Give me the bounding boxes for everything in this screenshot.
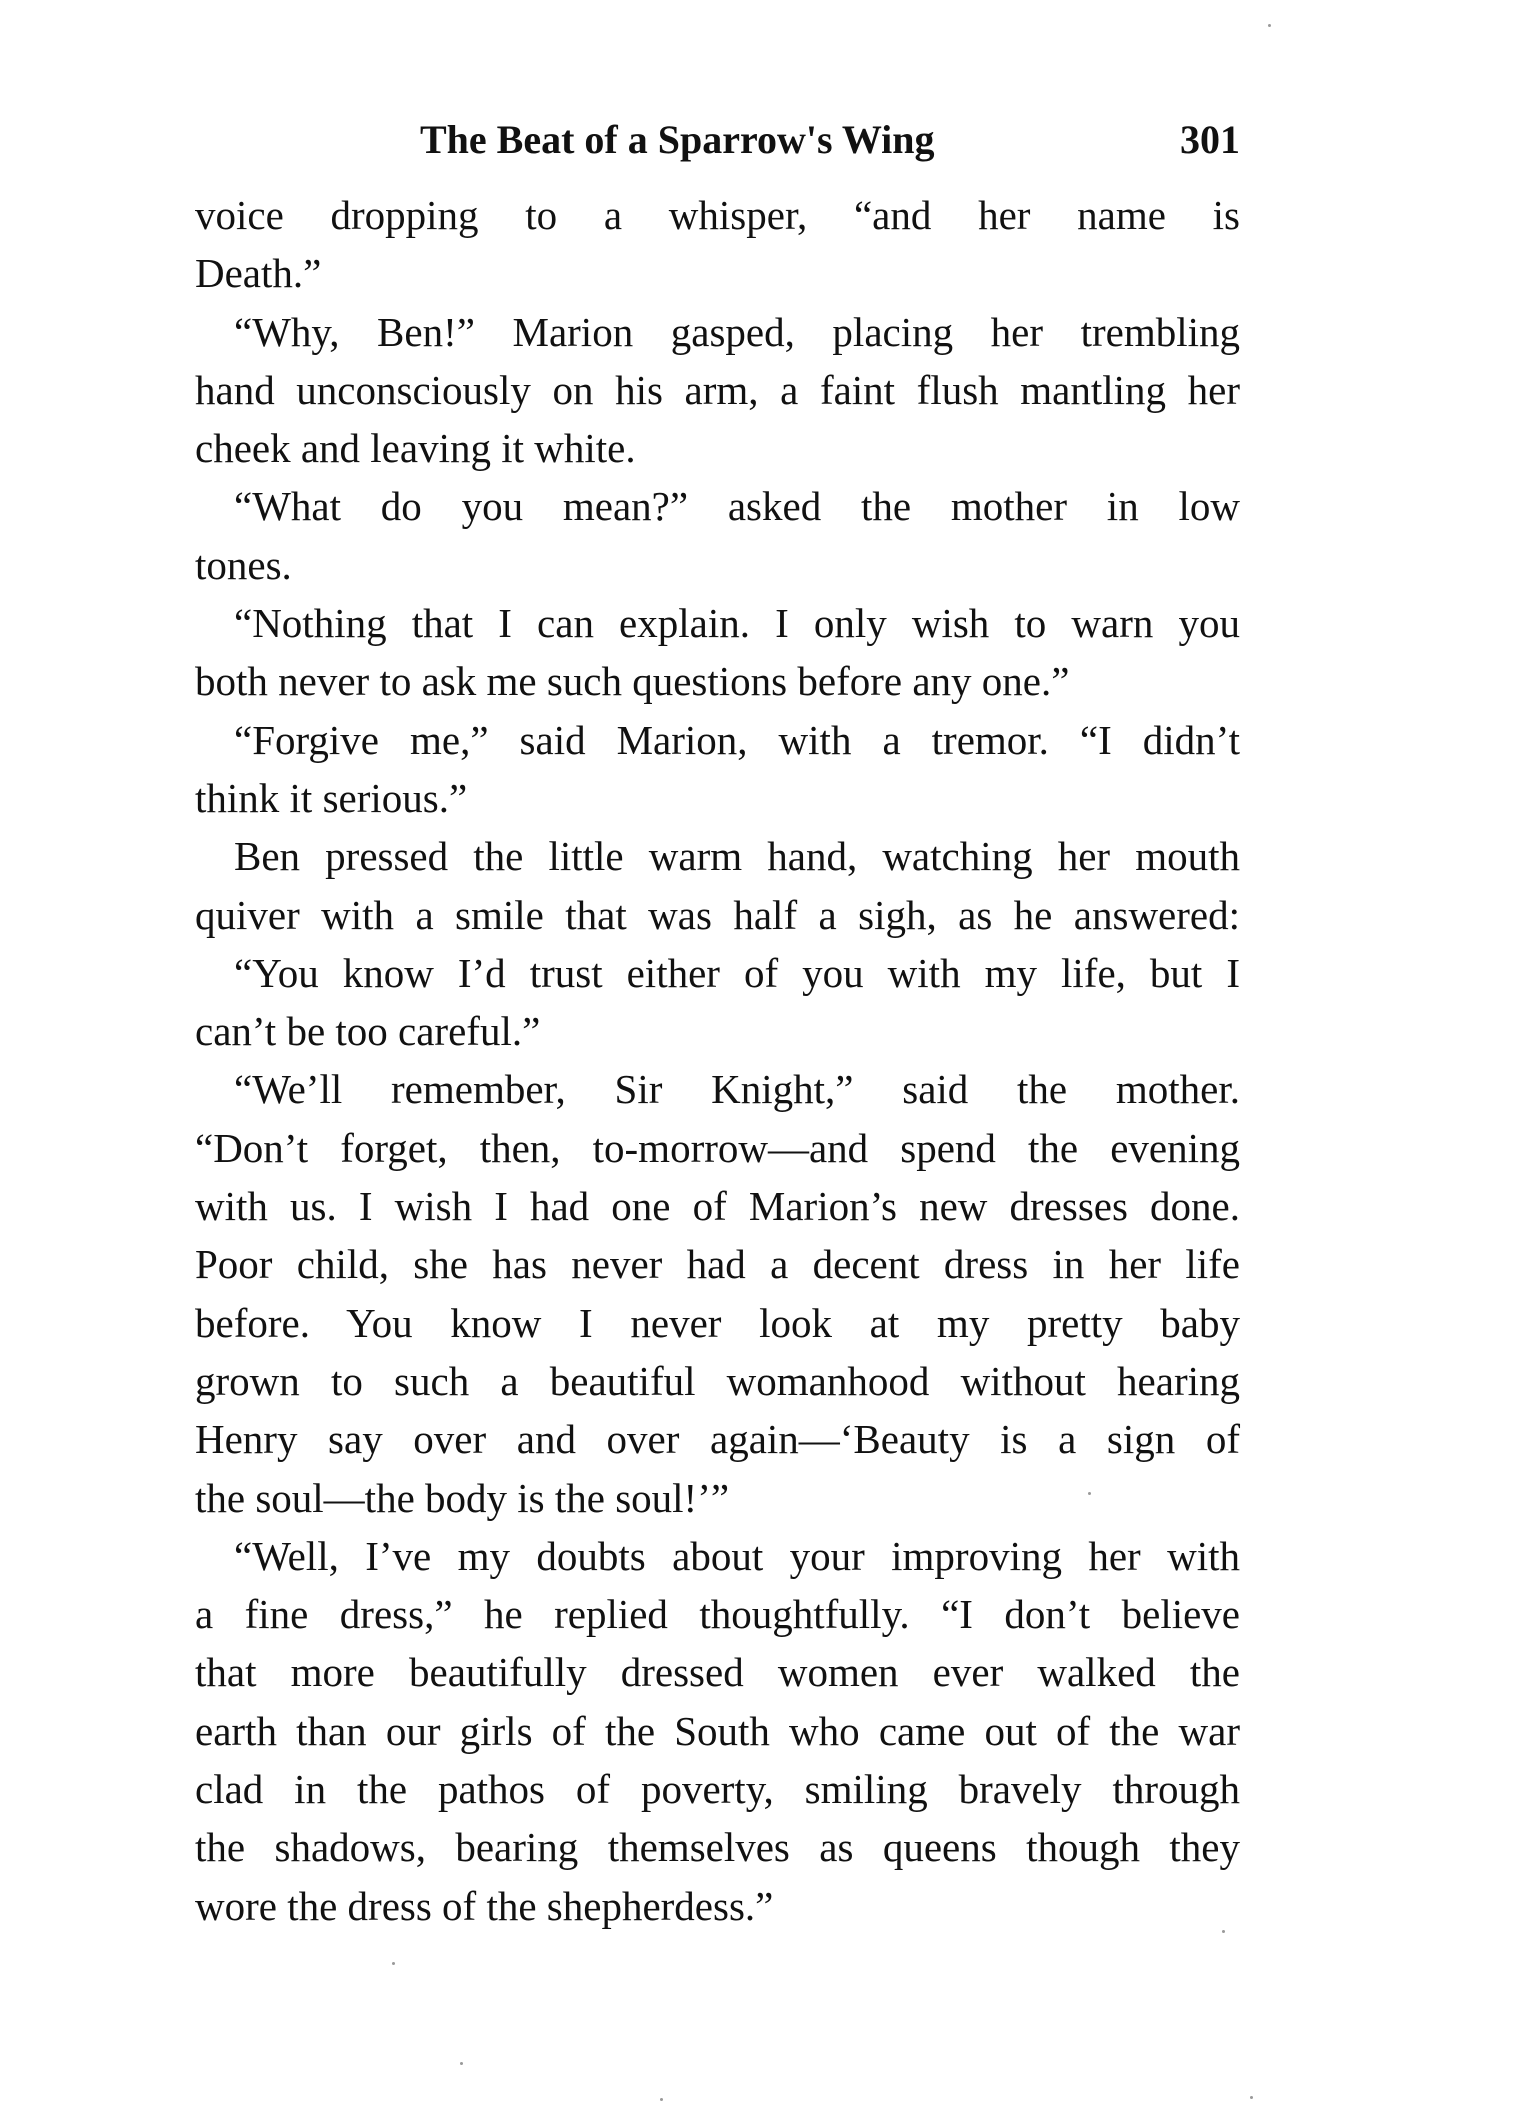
scan-speck [460, 2062, 463, 2065]
scan-speck [1088, 1492, 1091, 1495]
text-line: with us. I wish I had one of Marion’s new dresses done. [195, 1183, 1240, 1230]
text-line: “Why, Ben!” Marion gasped, placing her trembling [234, 308, 1240, 355]
text-line: “You know I’d trust either of you with my life, but I [234, 949, 1240, 996]
text-line: Death.” [195, 250, 322, 297]
text-line: that more beautifully dressed women ever walked the [195, 1649, 1240, 1696]
text-line: quiver with a smile that was half a sigh, as he answered: [195, 891, 1240, 938]
text-line: “We’ll remember, Sir Knight,” said the mother. [234, 1066, 1240, 1113]
text-line: “Nothing that I can explain. I only wish to warn you [234, 600, 1240, 647]
text-line: can’t be too careful.” [195, 1008, 541, 1055]
text-line: think it serious.” [195, 774, 468, 821]
text-line: “Well, I’ve my doubts about your improving her with [234, 1532, 1240, 1579]
running-title: The Beat of a Sparrow's Wing [420, 117, 935, 162]
text-line: the soul—the body is the soul!’” [195, 1474, 730, 1521]
text-line: voice dropping to a whisper, “and her name is [195, 192, 1240, 238]
text-line: “What do you mean?” asked the mother in low [234, 483, 1240, 530]
page-number: 301 [1180, 117, 1240, 162]
text-line: before. You know I never look at my pretty baby [195, 1299, 1240, 1346]
scan-speck [1250, 2096, 1253, 2099]
text-line: a fine dress,” he replied thoughtfully. “I don’t believe [195, 1591, 1240, 1638]
text-line: both never to ask me such questions before any one.” [195, 658, 1070, 705]
text-line: cheek and leaving it white. [195, 425, 636, 472]
text-line: tones. [195, 541, 292, 588]
text-line: Poor child, she has never had a decent dress in her life [195, 1241, 1240, 1288]
scan-speck [660, 2098, 663, 2101]
scan-speck [1222, 1930, 1225, 1933]
text-line: earth than our girls of the South who came out of the war [195, 1707, 1240, 1754]
text-line: hand unconsciously on his arm, a faint flush mantling her [195, 366, 1240, 413]
text-line: wore the dress of the shepherdess.” [195, 1882, 774, 1929]
scan-speck [1268, 24, 1271, 27]
text-line: clad in the pathos of poverty, smiling bravely through [195, 1766, 1240, 1813]
text-line: “Forgive me,” said Marion, with a tremor. “I didn’t [234, 716, 1240, 763]
running-head [195, 110, 1240, 170]
text-line: Ben pressed the little warm hand, watching her mouth [234, 833, 1240, 880]
text-line: Henry say over and over again—‘Beauty is a sign of [195, 1416, 1240, 1463]
text-line: the shadows, bearing themselves as queens though they [195, 1824, 1240, 1871]
body-text [195, 186, 1240, 1935]
scan-speck [392, 1962, 395, 1965]
text-line: “Don’t forget, then, to-morrow—and spend the evening [195, 1124, 1240, 1171]
text-line: grown to such a beautiful womanhood without hearing [195, 1357, 1240, 1404]
